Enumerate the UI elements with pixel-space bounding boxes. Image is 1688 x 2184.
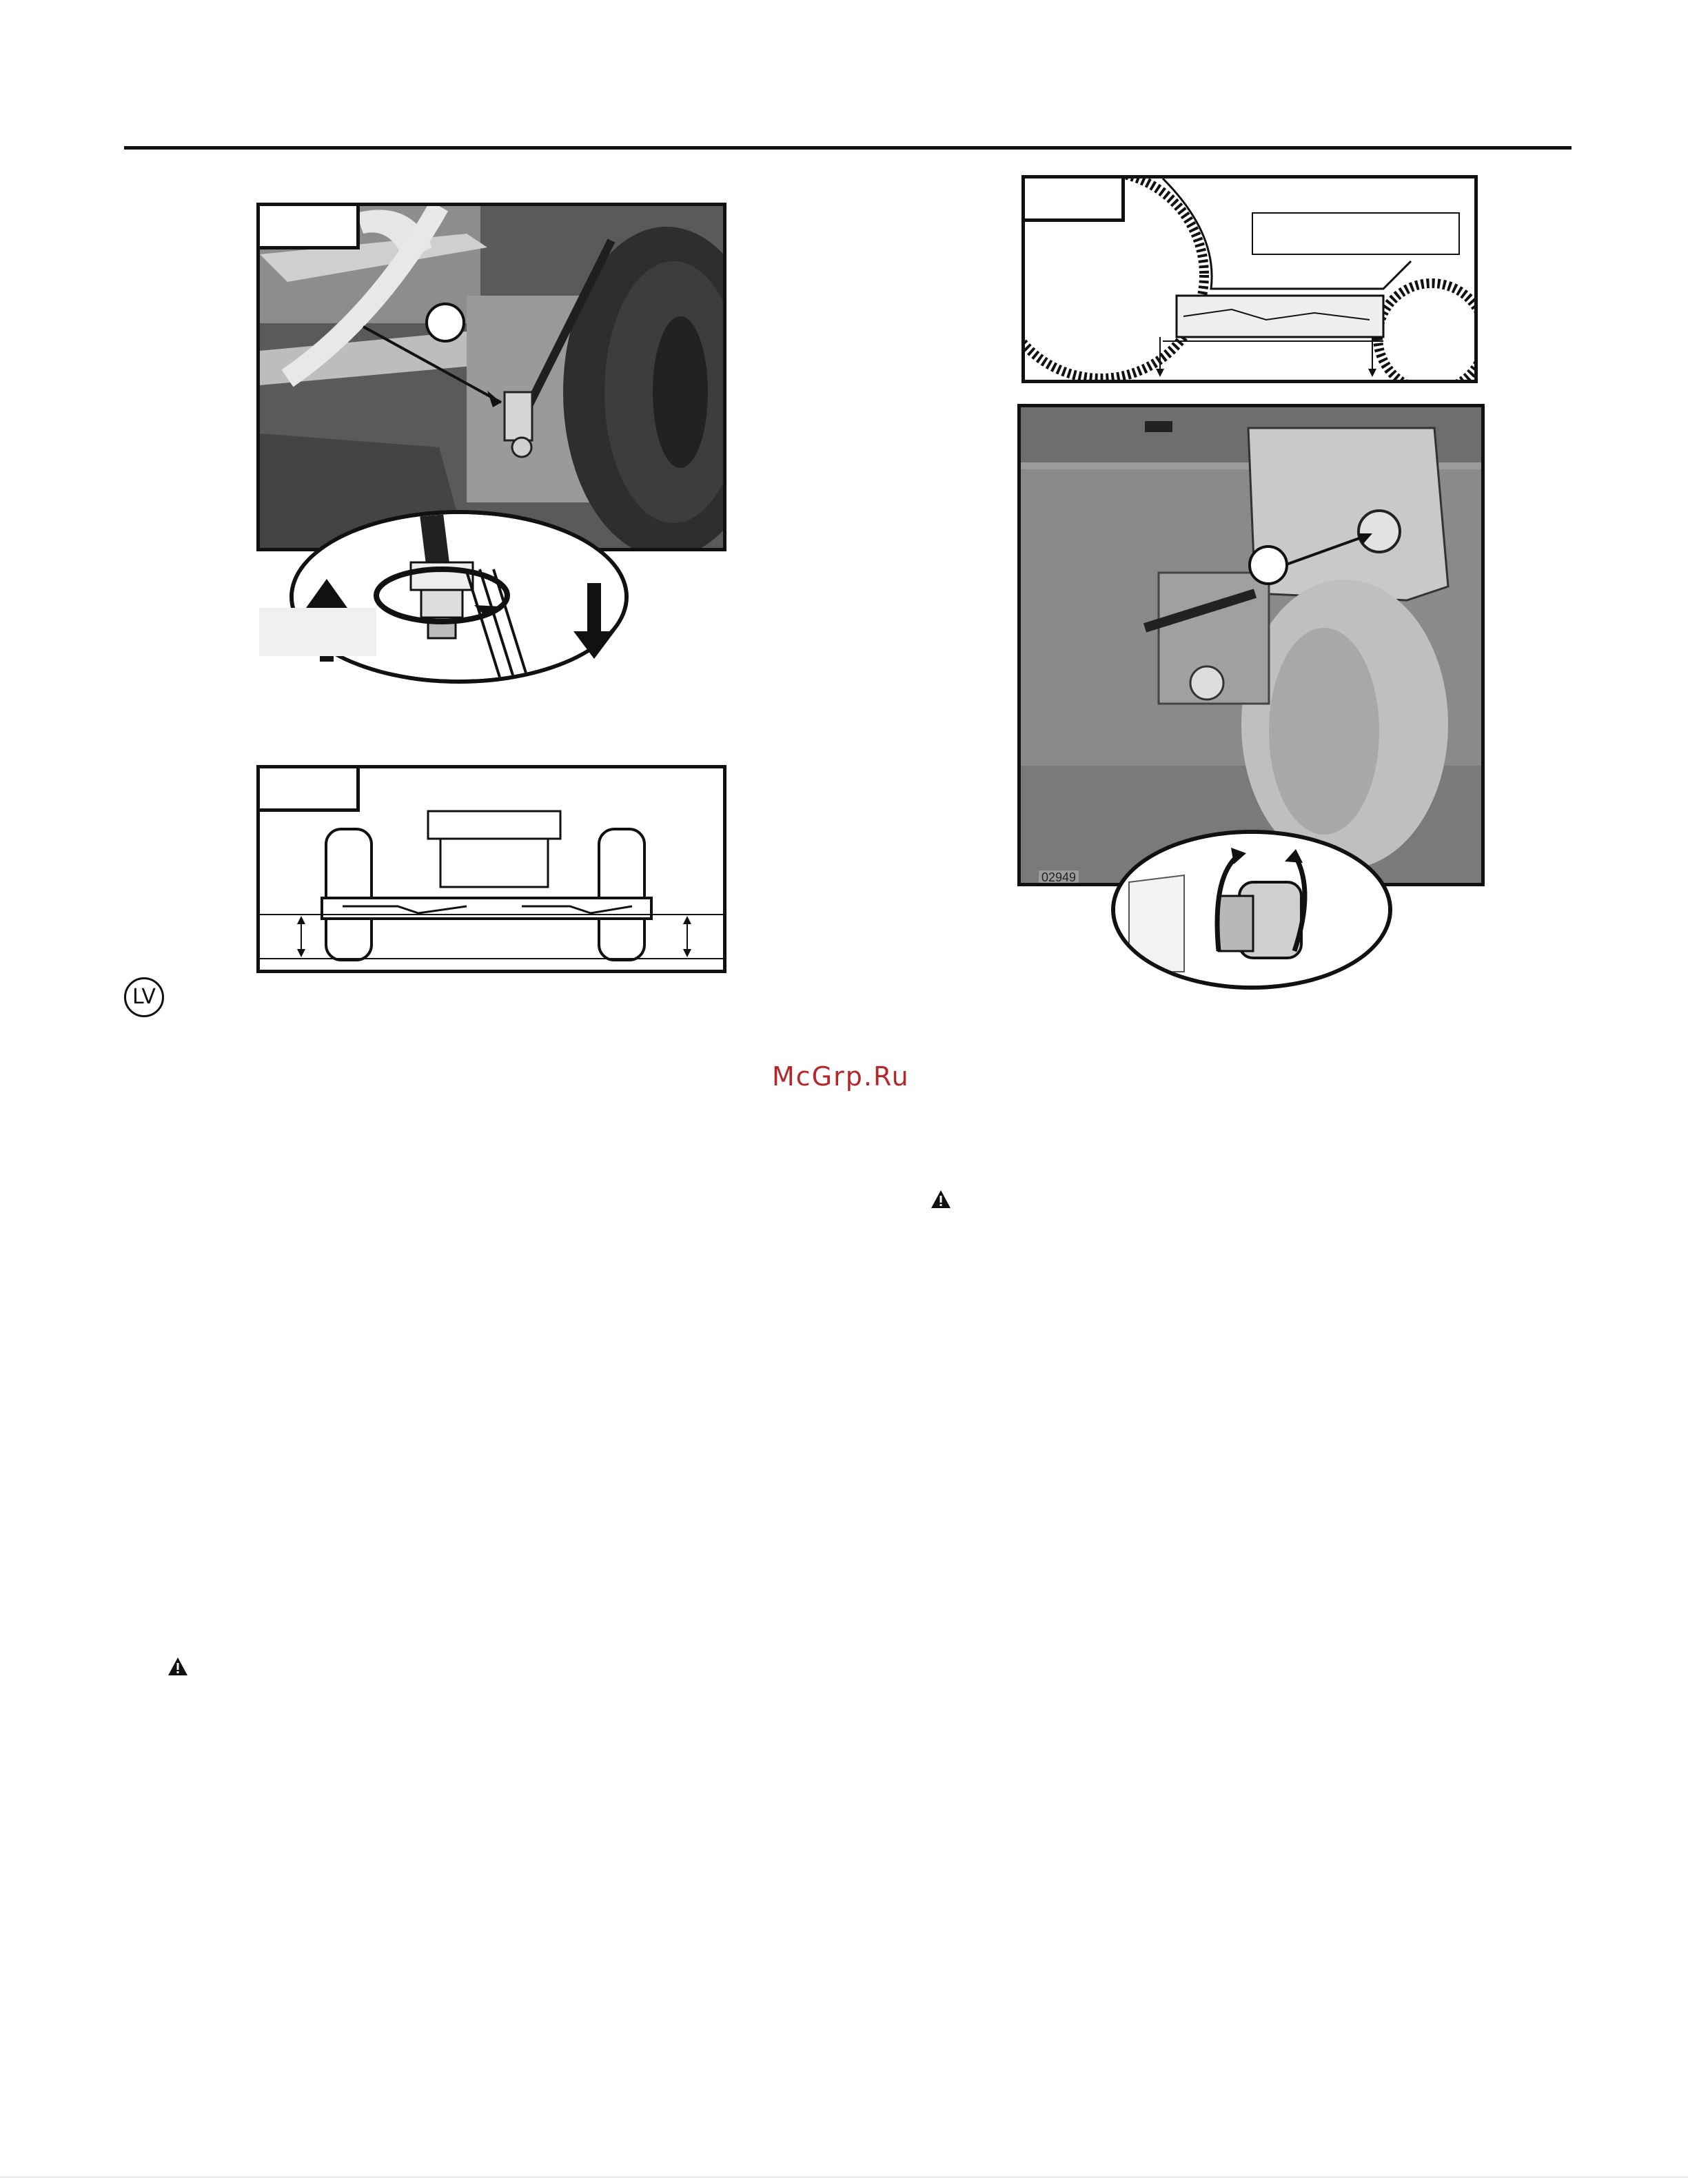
figure-code: 02949 <box>1039 870 1079 885</box>
figure-lift-link-photo <box>256 203 726 551</box>
figure-gauge-wheel-photo <box>1017 404 1485 886</box>
warning-triangle-icon <box>931 1190 951 1209</box>
figure-number-box <box>260 768 360 812</box>
watermark-text: McGrp.Ru <box>772 1061 910 1092</box>
callout-circle <box>425 303 465 343</box>
figure-number-box <box>260 206 360 249</box>
figure-tractor-side-view <box>1021 175 1478 383</box>
figure-number-box <box>1025 178 1125 222</box>
figure-deck-front-view <box>256 765 726 973</box>
language-badge-icon: LV <box>124 977 164 1017</box>
warning-triangle-icon <box>167 1657 188 1676</box>
bottom-scan-line <box>0 2176 1688 2178</box>
arrow-down-icon <box>573 583 615 659</box>
header-rule <box>124 146 1572 150</box>
callout-circle <box>1248 545 1288 585</box>
zoom-detail-bolt <box>1111 830 1392 990</box>
figure-gray-tab <box>259 608 376 656</box>
